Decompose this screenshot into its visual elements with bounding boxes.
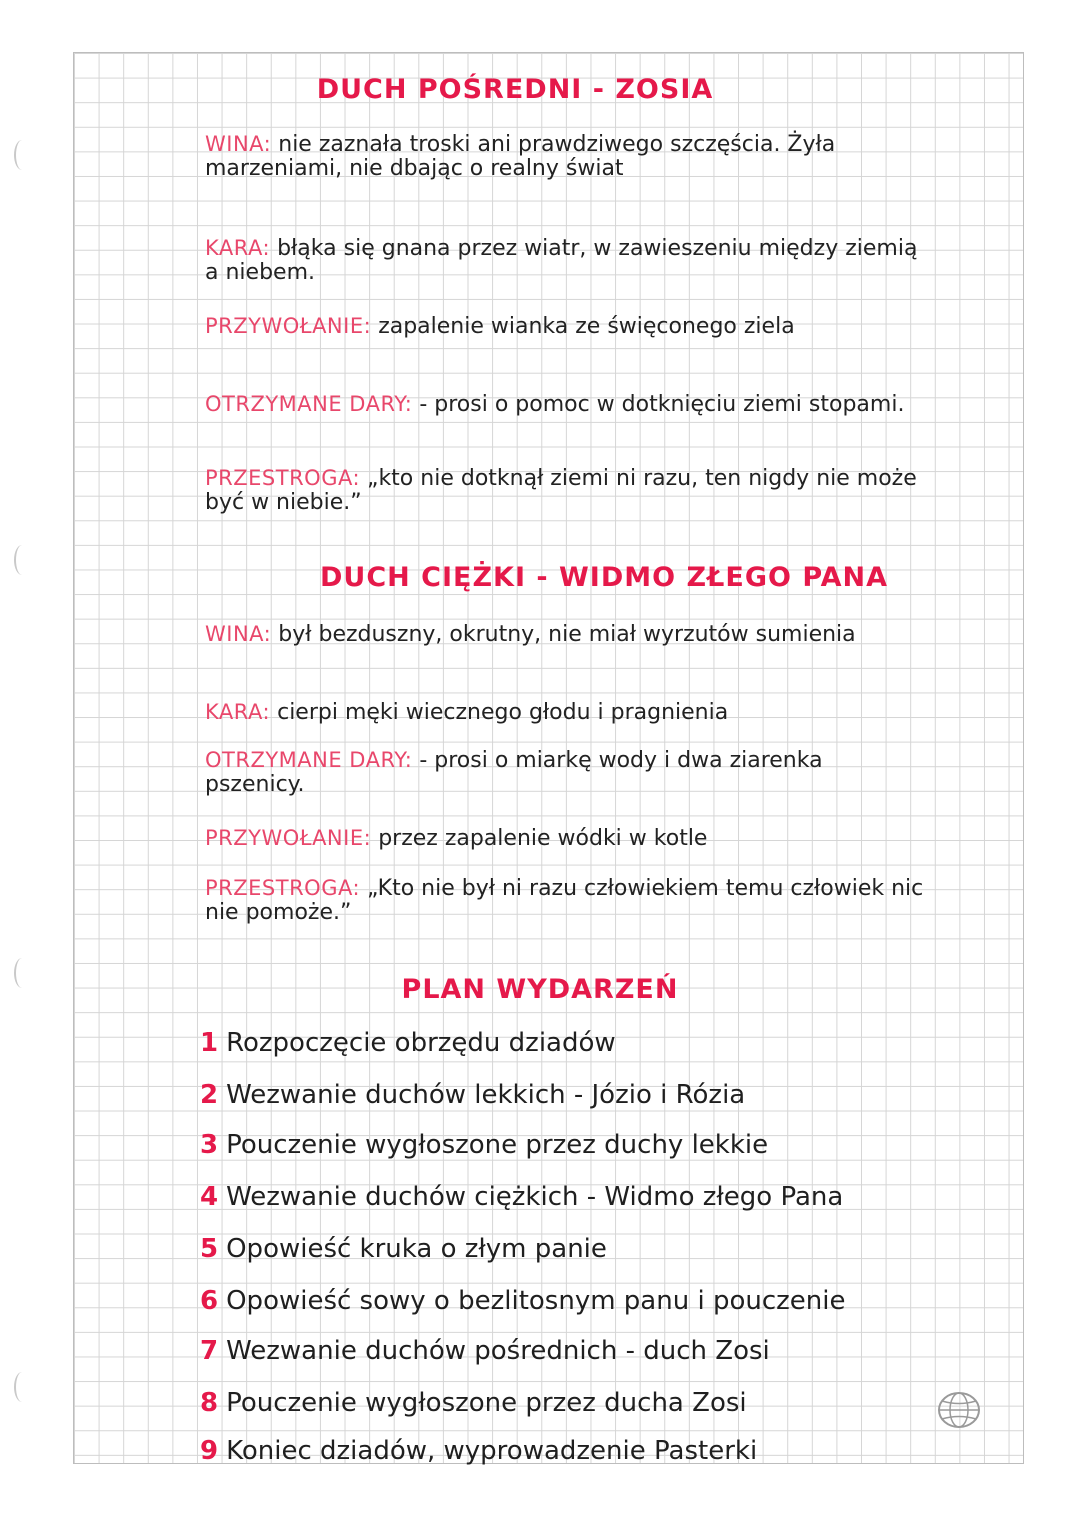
plan-number: 4	[200, 1182, 219, 1212]
plan-item	[200, 1286, 1000, 1316]
plan-number: 9	[200, 1436, 219, 1466]
plan-item	[200, 1182, 1000, 1212]
plan-item	[200, 1388, 1000, 1418]
punch-hole	[14, 545, 30, 575]
entry-text: zapalenie wianka ze święconego ziela	[378, 314, 795, 339]
entry-przestroga-2	[205, 876, 925, 925]
entry-text: „kto nie dotknął ziemi ni razu, ten nigdy nie może być w niebie.”	[205, 466, 917, 515]
plan-text: Opowieść kruka o złym panie	[226, 1234, 607, 1264]
entry-label: KARA:	[205, 236, 271, 260]
entry-kara-1	[205, 236, 925, 285]
entry-text: - prosi o pomoc w dotknięciu ziemi stopami.	[419, 392, 905, 417]
plan-item	[200, 1336, 1000, 1366]
plan-number: 2	[200, 1080, 219, 1110]
entry-przestroga-1	[205, 466, 925, 515]
plan-item	[200, 1234, 1000, 1264]
plan-number: 5	[200, 1234, 219, 1264]
entry-label: WINA:	[205, 622, 272, 646]
plan-number: 7	[200, 1336, 219, 1366]
entry-label: OTRZYMANE DARY:	[205, 748, 413, 772]
entry-label: PRZESTROGA:	[205, 876, 361, 900]
punch-hole	[14, 958, 30, 988]
plan-item	[200, 1130, 1000, 1160]
entry-label: PRZYWOŁANIE:	[205, 314, 372, 338]
entry-label: WINA:	[205, 132, 272, 156]
entry-label: PRZESTROGA:	[205, 466, 361, 490]
entry-text: przez zapalenie wódki w kotle	[378, 826, 708, 851]
plan-text: Rozpoczęcie obrzędu dziadów	[226, 1028, 616, 1058]
plan-item	[200, 1436, 1000, 1466]
entry-wina-1	[205, 132, 925, 181]
plan-text: Wezwanie duchów pośrednich - duch Zosi	[226, 1336, 770, 1366]
entry-przywolanie-1	[205, 314, 925, 339]
globe-logo-icon	[936, 1390, 982, 1430]
entry-text: nie zaznała troski ani prawdziwego szczęścia. Żyła marzeniami, nie dbając o realny świat	[205, 132, 836, 181]
entry-wina-2	[205, 622, 925, 647]
plan-text: Wezwanie duchów lekkich - Józio i Rózia	[226, 1080, 746, 1110]
entry-przywolanie-2	[205, 826, 925, 851]
entry-label: OTRZYMANE DARY:	[205, 392, 413, 416]
entry-dary-2	[205, 748, 925, 797]
plan-number: 1	[200, 1028, 219, 1058]
plan-number: 6	[200, 1286, 219, 1316]
plan-item	[200, 1028, 1000, 1058]
entry-text: „Kto nie był ni razu człowiekiem temu człowiek nic nie pomoże.”	[205, 876, 924, 925]
plan-text: Wezwanie duchów ciężkich - Widmo złego Pana	[226, 1182, 844, 1212]
plan-text: Pouczenie wygłoszone przez duchy lekkie	[226, 1130, 769, 1160]
punch-hole	[14, 1372, 30, 1402]
plan-number: 3	[200, 1130, 219, 1160]
plan-text: Pouczenie wygłoszone przez ducha Zosi	[226, 1388, 747, 1418]
plan-number: 8	[200, 1388, 219, 1418]
entry-text: - prosi o miarkę wody i dwa ziarenka pszenicy.	[205, 748, 823, 797]
entry-dary-1	[205, 392, 925, 417]
entry-text: cierpi męki wiecznego głodu i pragnienia	[277, 700, 729, 725]
entry-text: błąka się gnana przez wiatr, w zawieszeniu między ziemią a niebem.	[205, 236, 918, 285]
plan-item	[200, 1080, 1000, 1110]
section-title-duch-ciezki: DUCH CIĘŻKI - WIDMO ZŁEGO PANA	[320, 562, 889, 593]
section-title-plan: PLAN WYDARZEŃ	[401, 974, 679, 1005]
entry-label: PRZYWOŁANIE:	[205, 826, 372, 850]
entry-kara-2	[205, 700, 925, 725]
punch-hole	[14, 140, 30, 170]
entry-text: był bezduszny, okrutny, nie miał wyrzutów sumienia	[278, 622, 856, 647]
plan-text: Koniec dziadów, wyprowadzenie Pasterki	[226, 1436, 758, 1466]
section-title-duch-posredni: DUCH POŚREDNI - ZOSIA	[316, 74, 714, 105]
plan-text: Opowieść sowy o bezlitosnym panu i pouczenie	[226, 1286, 846, 1316]
entry-label: KARA:	[205, 700, 271, 724]
